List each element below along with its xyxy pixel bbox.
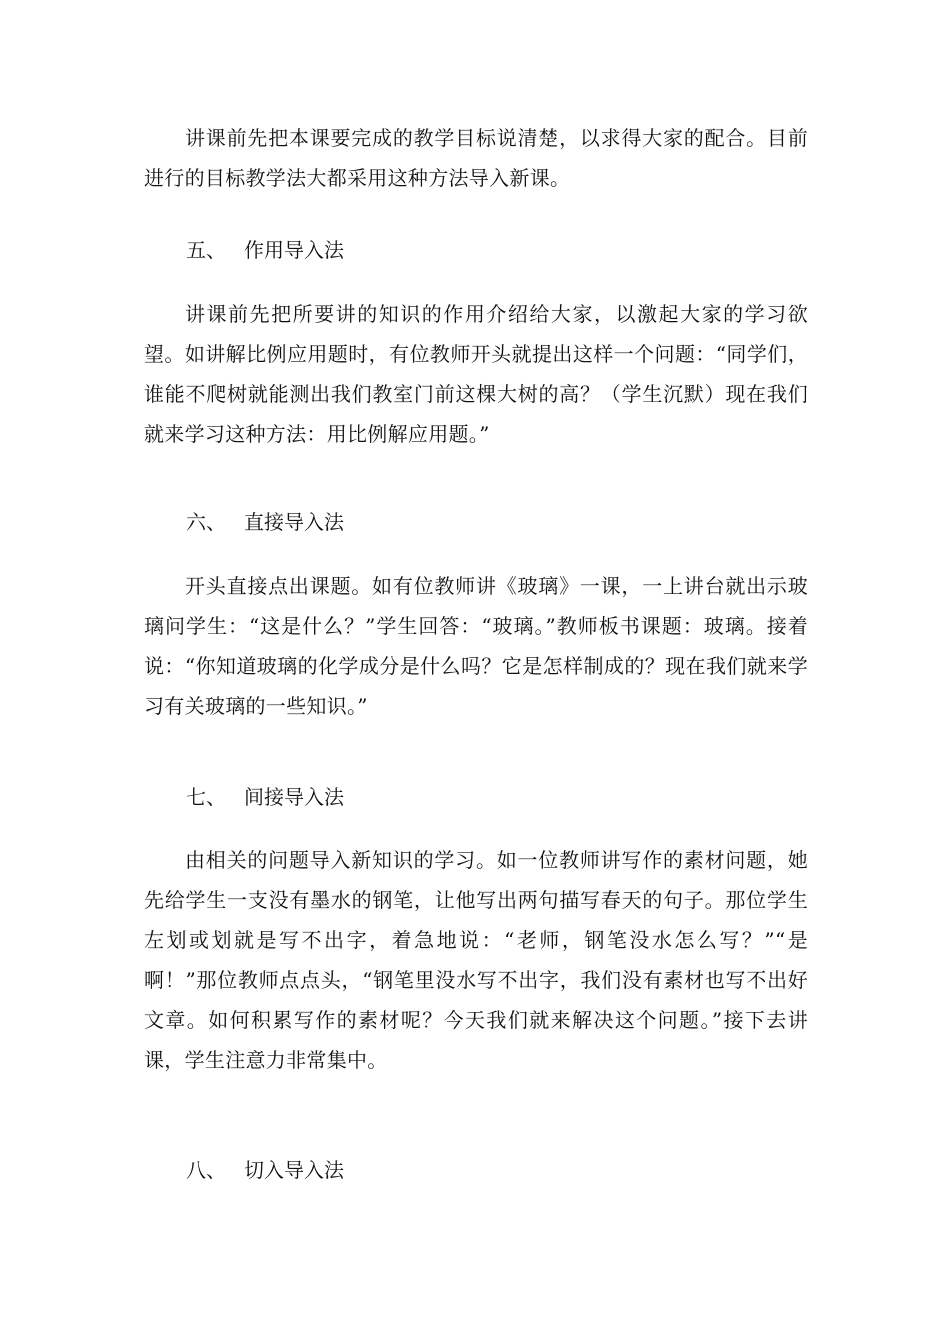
paragraph-direct-introduction: 开头直接点出课题。如有位教师讲《玻璃》一课，一上讲台就出示玻璃问学生：“这是什么？”学生回答：“玻璃。”教师板书课题：玻璃。接着说：“你知道玻璃的化学成分是什么吗？它是怎样制成的？现在我们就来学习有关玻璃的一些知识。”: [144, 574, 808, 718]
section-number: 八、: [186, 1158, 226, 1182]
section-title: 间接导入法: [244, 785, 344, 809]
section-heading-7: [186, 777, 344, 817]
paragraph-function-introduction: 讲课前先把所要讲的知识的作用介绍给大家，以激起大家的学习欲望。如讲解比例应用题时，有位教师开头就提出这样一个问题：“同学们，谁能不爬树就能测出我们教室门前这棵大树的高？（学生沉默）现在我们就来学习这种方法：用比例解应用题。”: [144, 302, 808, 446]
paragraph-indirect-introduction: 由相关的问题导入新知识的学习。如一位教师讲写作的素材问题，她先给学生一支没有墨水的钢笔，让他写出两句描写春天的句子。那位学生左划或划就是写不出字，着急地说：“老师，钢笔没水怎么写？”“是啊！”那位教师点点头，“钢笔里没水写不出字，我们没有素材也写不出好文章。如何积累写作的素材呢？今天我们就来解决这个问题。”接下去讲课，学生注意力非常集中。: [144, 848, 808, 1072]
section-heading-8: [186, 1150, 344, 1190]
paragraph-goal-introduction: 讲课前先把本课要完成的教学目标说清楚，以求得大家的配合。目前进行的目标教学法大都采用这种方法导入新课。: [144, 126, 808, 190]
section-title: 直接导入法: [244, 510, 344, 534]
section-number: 五、: [186, 238, 226, 262]
section-heading-5: [186, 230, 344, 270]
section-number: 六、: [186, 510, 226, 534]
section-title: 作用导入法: [244, 238, 344, 262]
section-heading-6: [186, 502, 344, 542]
section-number: 七、: [186, 785, 226, 809]
section-title: 切入导入法: [244, 1158, 344, 1182]
